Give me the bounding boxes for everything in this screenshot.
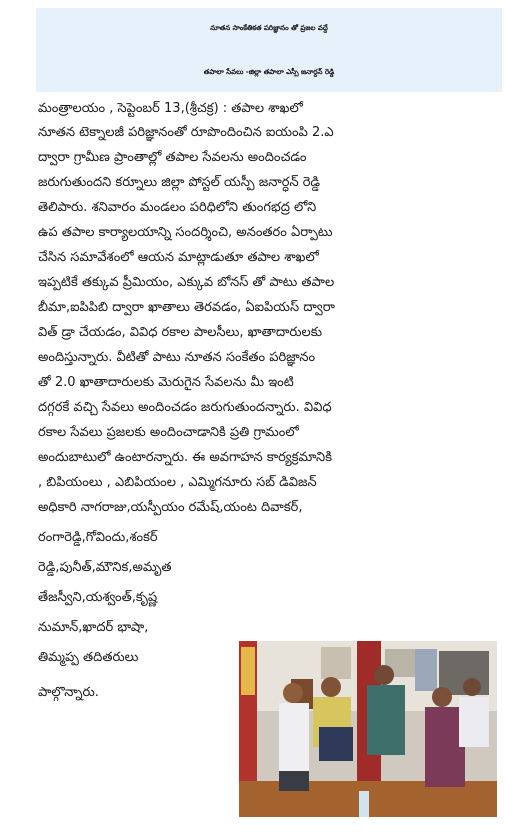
body-line-3: ద్వారా గ్రామీణ ప్రాంతాల్లో తపాల సేవలను అందించడం xyxy=(38,150,307,165)
body-line-8: ఇప్పటికే తక్కువ ప్రీమియం, ఎక్కువ బోనస్ తో పాటు తపాల xyxy=(38,275,335,290)
body-line-17: అధికారి నాగరాజు,యస్పీయం రమేష్,యంట దివాకర్, xyxy=(38,500,303,515)
body-line-12: తో 2.0 ఖాతాదారులకు మెరుగైన సేవలను మీ ఇంటి xyxy=(38,375,294,390)
body-line-11: అందిస్తున్నారు. వీటితో పాటు నూతన సంకేతం పరిజ్ఞానం xyxy=(38,350,316,365)
body-line-19: రెడ్డి,పునీత్,మౌనిక,అమృత xyxy=(38,560,172,575)
headline-box xyxy=(36,8,502,92)
body-line-23: పాల్గొన్నారు. xyxy=(38,685,99,700)
body-line-9: బీమా,ఐపిపిబి ద్వారా ఖాతాలు తెరవడం, ఏఐపియస్ ద్వారా xyxy=(38,300,335,315)
body-line-15: అందుబాటులో ఉంటారన్నారు. ఈ అవగాహన కార్యక్రమానికి xyxy=(38,450,332,465)
body-line-4: జరుగుతుందని కర్నూలు జిల్లా పోస్టల్ యస్పీ జనార్ధన్ రెడ్డి xyxy=(38,175,321,190)
body-line-18: రంగారెడ్డి,గోవిందు,శంకర్ xyxy=(38,530,158,545)
body-line-10: విత్ డ్రా చేయడం, వివిధ రకాల పాలసీలు, ఖాతాదారులకు xyxy=(38,325,323,340)
headline-line-2: తపాలా సేవలు -జిల్లా తపాలా ఎస్పీ జనార్దన్ రెడ్డి xyxy=(203,68,335,76)
body-line-20: తేజస్వీని,యశ్వంత్,కృష్ణ xyxy=(38,590,158,605)
body-line-21: నుమాన్,ఖాదర్ భాషా, xyxy=(38,620,149,635)
body-line-16: , బిపియంలు , ఎబిపియంల , ఎమ్మిగనూరు సబ్ డివిజన్ xyxy=(38,475,317,490)
body-line-13: దగ్గరకే వచ్చి సేవలు అందించడం జరుగుతుందన్నారు. వివిధ xyxy=(38,400,332,415)
headline-line-1: నూతన సాంకేతికత పరిజ్ఞానం తో ప్రజల వద్దే xyxy=(210,24,328,32)
body-line-2: నూతన టెక్నాలజీ పరిజ్ఞానంతో రూపొందించిన ఐయంపి 2.ఎ xyxy=(38,125,334,140)
article-photo xyxy=(239,641,497,817)
meeting-photo-illustration xyxy=(239,641,497,817)
body-line-7: చేసిన సమావేశంలో ఆయన మాట్లాడుతూ తపాల శాఖలో xyxy=(38,250,319,265)
body-line-14: రకాల సేవలు ప్రజలకు అందించాడానికి ప్రతి గ్రామంలో xyxy=(38,425,299,440)
body-line-1: మంత్రాలయం , సెప్టెంబర్ 13,(శ్రీచక్ర) : తపాల శాఖలో xyxy=(38,101,303,116)
body-line-6: ఉప తపాల కార్యాలయాన్ని సందర్శించి, అనంతరం ఏర్పాటు xyxy=(38,225,333,240)
body-line-5: తెలిపారు. శనివారం మండలం పరిధిలోని తుంగభద్ర లోని xyxy=(38,200,317,215)
body-line-22: తిమ్మప్ప తదితరులు xyxy=(38,650,139,665)
